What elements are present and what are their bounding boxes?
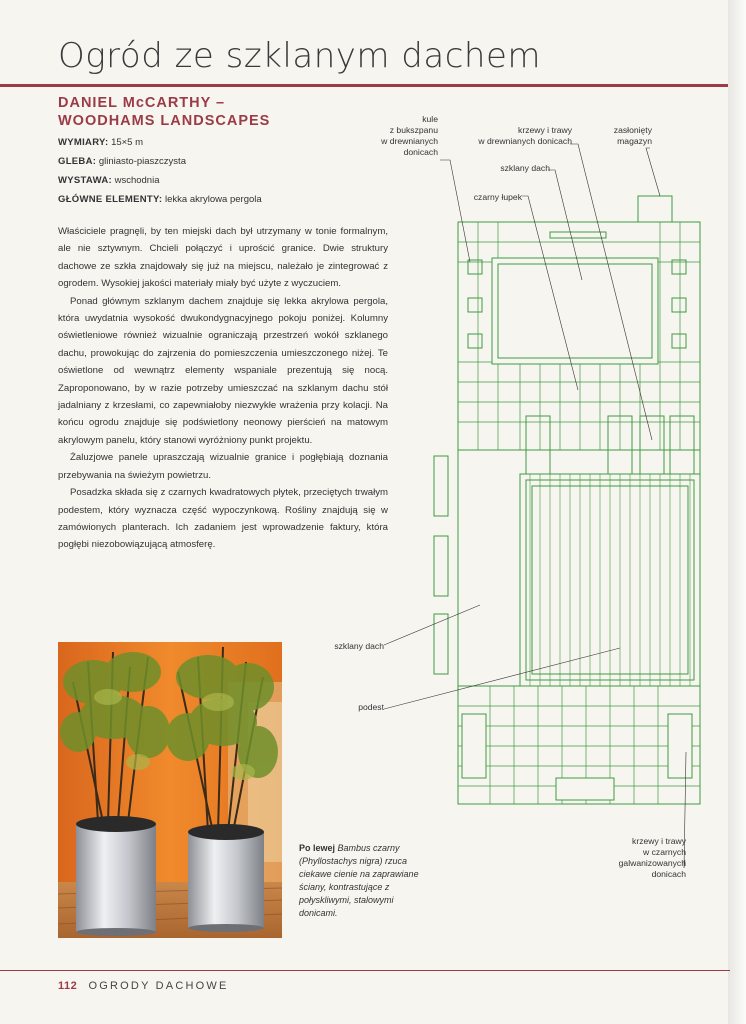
label-black-slate: czarny łupek (473, 192, 522, 202)
label-shrubs-galvanized: krzewy i trawy w czarnych galwanizowanych donicach (618, 836, 686, 879)
paragraph: Ponad głównym szklanym dachem znajduje się lekka akrylowa pergola, która uwydatnia wysokość dwukondygnacyjnego pokoju poniżej. Kolumny oświetleniowe również wizualnie ograniczają przestrzeń wokół szklanego dachu, prowokując do zajrzenia do pomieszczenia umieszczonego niżej. Te oświetlone od wewnątrz elementy wspaniale prezentują się nocą. Zaproponowano, by w razie potrzeby umieszczać na szklanym dachu stół jadalniany z krzesłami, co zapewniałoby niezwykłe wrażenia przy kolacji. Na końcu ogrodu znajduje się podświetlony neonowy pierścień na matowym akrylowym panelu, który stanowi wyróżniony punkt projektu. (58, 295, 388, 446)
garden-plan (300, 100, 720, 890)
footer-rule (0, 970, 730, 971)
label-box-balls: kule z bukszpanu w drewnianych donicach (381, 114, 438, 157)
spec-dimensions: WYMIARY: 15×5 m (58, 137, 144, 148)
author-heading (58, 94, 270, 130)
spec-list (58, 133, 262, 209)
section-title: OGRODY DACHOWE (88, 980, 229, 992)
title-rule (0, 84, 728, 87)
caption-text: Bambus czarny (Phyllostachys nigra) rzuca ciekawe cienie na zaprawiane ściany, kontrastujące z połyskliwymi, stalowymi donicami. (299, 843, 419, 918)
label-storage: zasłonięty magazyn (613, 125, 652, 146)
spec-soil: GLEBA: gliniasto-piaszczysta (58, 156, 186, 167)
label-glass-roof-mid: szklany dach (334, 641, 384, 651)
paragraph: Posadzka składa się z czarnych kwadratowych płytek, przeciętych trwałym podestem, który wyznacza część wypoczynkową. Rośliny znajdują się w zamówionych planterach. Ich zadaniem jest wprowadzenie faktury, która pogłębi niezobowiązującą atmosferę. (58, 487, 388, 551)
bamboo-photo (58, 642, 282, 938)
label-shrubs-wooden: krzewy i trawy w drewnianych donicach (478, 125, 572, 146)
page-title: Ogród ze szklanym dachem (58, 36, 541, 76)
spec-exposure: WYSTAWA: wschodnia (58, 175, 160, 186)
page-number: 112 (58, 980, 78, 992)
spec-main-elements: GŁÓWNE ELEMENTY: lekka akrylowa pergola (58, 194, 262, 205)
author-line-2: WOODHAMS LANDSCAPES (58, 113, 271, 129)
glass-roof-top (492, 258, 658, 364)
author-line-1: DANIEL McCARTHY – (58, 95, 226, 111)
storage (638, 196, 672, 222)
caption-lead: Po lewej (299, 843, 336, 853)
page-footer (58, 980, 229, 992)
label-glass-roof-top: szklany dach (500, 163, 550, 173)
paragraph: Właściciele pragnęli, by ten miejski dach był utrzymany w tonie formalnym, ale nie sztywnym. Chcieli połączyć i uprościć granice. Dwie struktury dachowe ze szkła znajdowały się już na miejscu, należało je zintegrować z ogrodem. Wysokiej jakości materiały miały być użyte z wyczuciem. (58, 226, 388, 290)
page-edge (728, 0, 746, 1024)
label-podium: podest (358, 702, 384, 712)
paragraph: Żaluzjowe panele upraszczają wizualnie granice i pogłębiają doznania przebywania na świeżym powietrzu. (58, 452, 388, 481)
